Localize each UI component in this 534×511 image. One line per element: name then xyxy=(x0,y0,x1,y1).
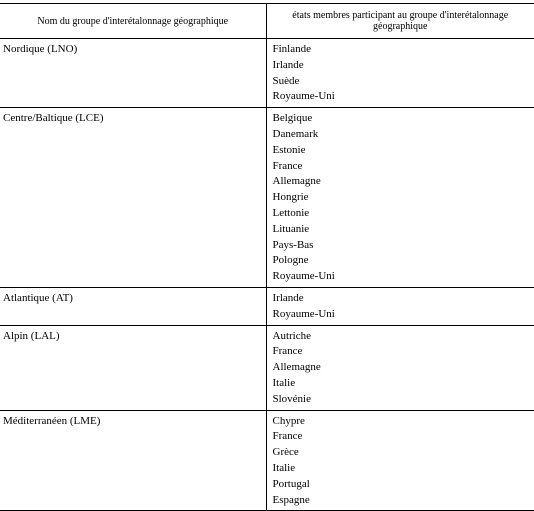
group-name-cell xyxy=(0,287,266,325)
group-name: Alpin (LAL) xyxy=(0,326,266,345)
group-name-cell xyxy=(0,39,266,108)
member-states-cell xyxy=(266,325,534,410)
member-state: Royaume-Uni xyxy=(273,89,534,105)
member-state: Finlande xyxy=(273,42,534,58)
header-group-name-text: Nom du groupe d'interétalonnage géographique xyxy=(0,16,266,27)
group-name: Nordique (LNO) xyxy=(0,39,266,58)
member-states-list xyxy=(267,108,534,287)
group-name-cell xyxy=(0,325,266,410)
group-name: Méditerranéen (LME) xyxy=(0,411,266,430)
member-state: Slovénie xyxy=(273,392,534,408)
member-state: Chypre xyxy=(273,414,534,430)
table-row xyxy=(0,287,534,325)
table-row xyxy=(0,325,534,410)
member-state: Danemark xyxy=(273,127,534,143)
member-state: Autriche xyxy=(273,329,534,345)
header-group-name xyxy=(0,4,266,39)
group-name-cell xyxy=(0,410,266,511)
member-state: Royaume-Uni xyxy=(273,269,534,285)
member-state: Royaume-Uni xyxy=(273,307,534,323)
member-state: Pologne xyxy=(273,253,534,269)
member-states-list xyxy=(267,39,534,107)
member-state: Allemagne xyxy=(273,174,534,190)
member-state: Portugal xyxy=(273,477,534,493)
member-state: Suède xyxy=(273,74,534,90)
member-state: Espagne xyxy=(273,493,534,509)
member-states-cell xyxy=(266,410,534,511)
member-state: Lettonie xyxy=(273,206,534,222)
member-state: Lituanie xyxy=(273,222,534,238)
table-row xyxy=(0,39,534,108)
member-state: France xyxy=(273,159,534,175)
intercalibration-groups-table xyxy=(0,3,534,511)
member-state: Irlande xyxy=(273,58,534,74)
member-states-cell xyxy=(266,108,534,288)
member-state: Italie xyxy=(273,376,534,392)
member-states-list xyxy=(267,288,534,325)
member-state: France xyxy=(273,344,534,360)
member-state: Pays-Bas xyxy=(273,238,534,254)
member-state: France xyxy=(273,429,534,445)
table-row xyxy=(0,410,534,511)
table-header-row xyxy=(0,4,534,39)
member-states-list xyxy=(267,411,534,511)
group-name: Centre/Baltique (LCE) xyxy=(0,108,266,127)
member-state: Allemagne xyxy=(273,360,534,376)
header-member-states-text: états membres participant au groupe d'interétalonnage géographique xyxy=(267,10,534,32)
member-states-cell xyxy=(266,39,534,108)
header-member-states xyxy=(266,4,534,39)
group-name-cell xyxy=(0,108,266,288)
member-state: Hongrie xyxy=(273,190,534,206)
member-states-cell xyxy=(266,287,534,325)
member-state: Belgique xyxy=(273,111,534,127)
member-states-list xyxy=(267,326,534,410)
member-state: Grèce xyxy=(273,445,534,461)
member-state: Estonie xyxy=(273,143,534,159)
member-state: Italie xyxy=(273,461,534,477)
member-state: Irlande xyxy=(273,291,534,307)
table-body xyxy=(0,39,534,511)
table-row xyxy=(0,108,534,288)
group-name: Atlantique (AT) xyxy=(0,288,266,307)
